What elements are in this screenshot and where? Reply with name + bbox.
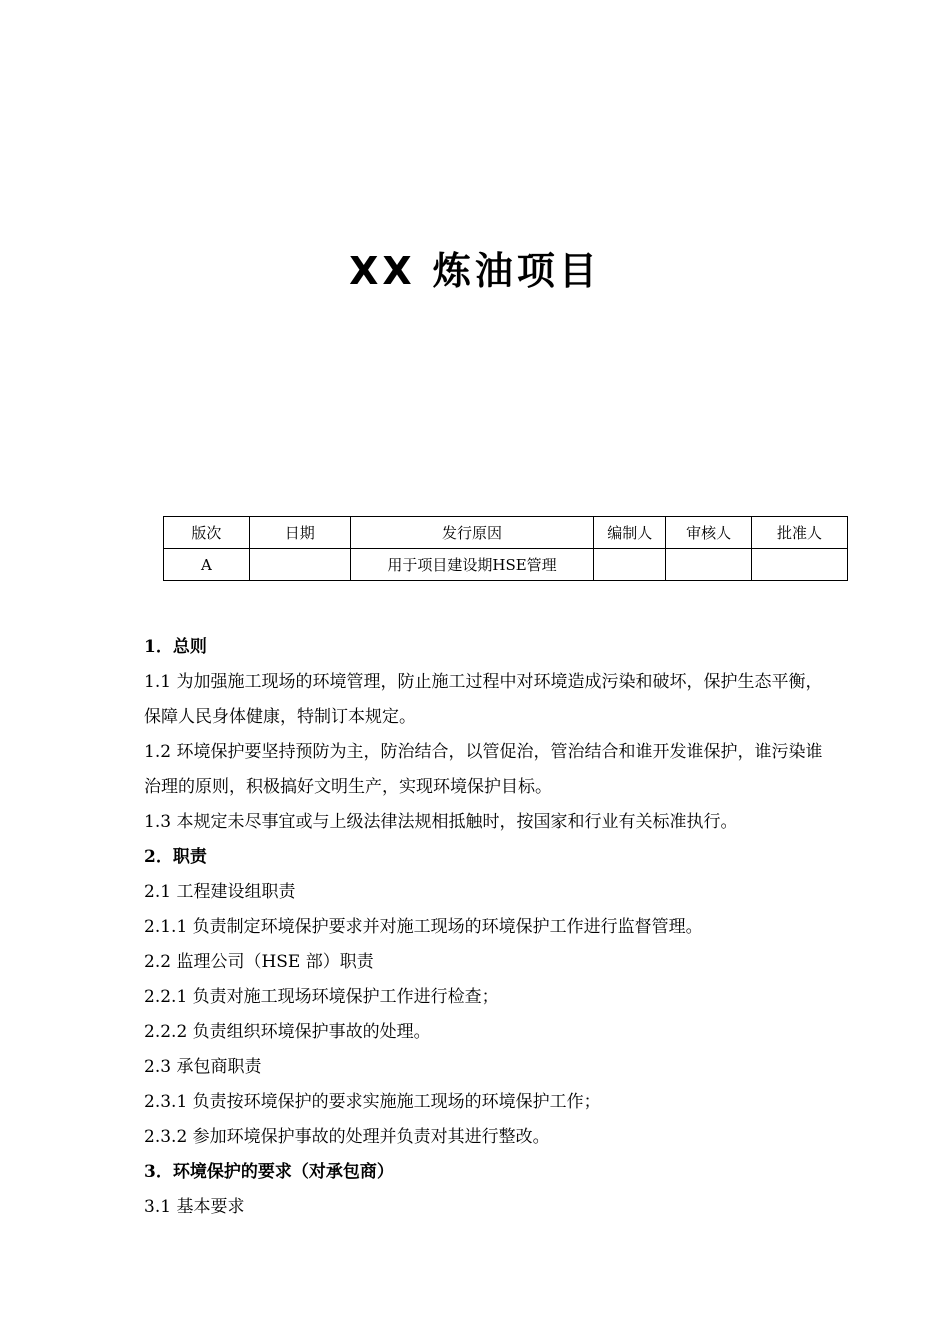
revision-table — [163, 516, 848, 581]
cell-author — [594, 549, 666, 581]
paragraph: 2.3.1 负责按环境保护的要求实施施工现场的环境保护工作； — [144, 1092, 601, 1112]
header-cell-version: 版次 — [164, 517, 250, 549]
revision-table-header-row — [164, 517, 848, 549]
header-cell-date: 日期 — [249, 517, 350, 549]
cell-reviewer — [666, 549, 752, 581]
section-heading: 3．环境保护的要求（对承包商） — [144, 1162, 394, 1182]
paragraph: 1.1 为加强施工现场的环境管理，防止施工过程中对环境造成污染和破坏，保护生态平衡，保障人民身体健康，特制订本规定。 — [144, 672, 823, 727]
paragraph: 2.2.2 负责组织环境保护事故的处理。 — [144, 1022, 431, 1042]
paragraph: 2.3.2 参加环境保护事故的处理并负责对其进行整改。 — [144, 1127, 550, 1147]
header-cell-reviewer: 审核人 — [666, 517, 752, 549]
document-title: XX 炼油项目 — [349, 249, 601, 293]
paragraph: 1.3 本规定未尽事宜或与上级法律法规相抵触时，按国家和行业有关标准执行。 — [144, 812, 738, 832]
section-heading: 1．总则 — [144, 637, 207, 657]
cell-reason: 用于项目建设期HSE管理 — [350, 549, 594, 581]
paragraph: 2.1 工程建设组职责 — [144, 882, 296, 902]
document-body — [144, 630, 824, 1225]
cell-date — [249, 549, 350, 581]
paragraph: 2.3 承包商职责 — [144, 1057, 262, 1077]
paragraph: 2.2.1 负责对施工现场环境保护工作进行检查； — [144, 987, 499, 1007]
paragraph: 3.1 基本要求 — [144, 1197, 245, 1217]
cell-approver — [752, 549, 848, 581]
header-cell-approver: 批准人 — [752, 517, 848, 549]
paragraph: 2.2 监理公司（HSE 部）职责 — [144, 952, 374, 972]
section-heading: 2．职责 — [144, 847, 207, 867]
header-cell-reason: 发行原因 — [350, 517, 594, 549]
paragraph: 1.2 环境保护要坚持预防为主，防治结合，以管促治，管治结合和谁开发谁保护，谁污染谁治理的原则，积极搞好文明生产，实现环境保护目标。 — [144, 742, 823, 797]
header-cell-author: 编制人 — [594, 517, 666, 549]
table-row — [164, 549, 848, 581]
paragraph: 2.1.1 负责制定环境保护要求并对施工现场的环境保护工作进行监督管理。 — [144, 917, 703, 937]
cell-version: A — [164, 549, 250, 581]
